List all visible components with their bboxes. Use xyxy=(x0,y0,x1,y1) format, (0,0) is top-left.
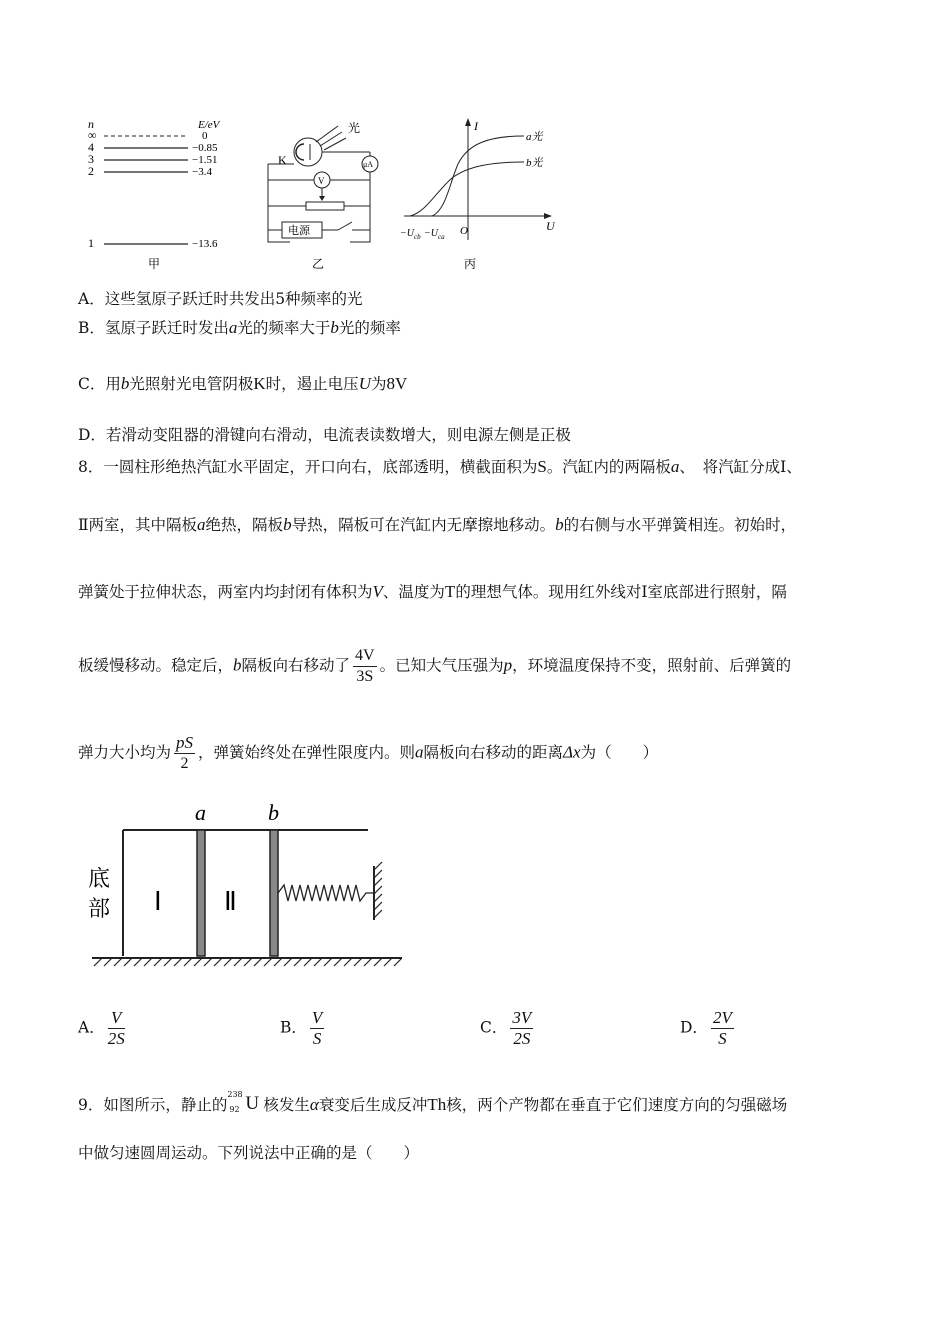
level-n-4: 4 xyxy=(88,140,94,154)
level-e-4: −0.85 xyxy=(192,142,218,154)
power-source-label: 电源 xyxy=(288,224,310,237)
fraction-4v-3s: $\frac{4V}{3S}$ xyxy=(355,647,375,685)
q8-option-a: A． $\frac{V}{2S}$ xyxy=(78,1008,125,1048)
q7-option-b: B．氢原子跃迁时发出a光的频率大于b光的频率 xyxy=(78,318,401,337)
q7-option-c: C．用b光照射光电管阴极K时，遏止电压U为8V xyxy=(78,374,408,393)
partition-b xyxy=(270,830,278,956)
uranium-nuclide: 238 92 U xyxy=(227,1090,260,1114)
level-e-3: −1.51 xyxy=(192,154,218,166)
bottom-label-1: 底 xyxy=(88,867,111,892)
cylinder-diagram xyxy=(80,798,410,973)
q7-option-a: A．这些氢原子跃迁时共发出5种频率的光 xyxy=(78,290,363,308)
partition-a xyxy=(197,830,205,956)
q8-option-c: C． $\frac{3V}{2S}$ xyxy=(480,1008,532,1048)
q8-line-2: Ⅱ两室，其中隔板a绝热，隔板b导热，隔板可在汽缸内无摩擦地移动。b的右侧与水平弹簧相连。初始时， xyxy=(78,515,797,534)
energy-level-diagram xyxy=(80,112,240,272)
q9-line-1: 9．如图所示，静止的 238 92 U 核发生α衰变后生成反冲Th核，两个产物都在垂直于它们速度方向的匀强磁场 xyxy=(78,1090,788,1114)
caption-bing: 丙 xyxy=(464,257,477,271)
energy-unit-label: E/eV xyxy=(198,119,220,131)
axis-label-u: U xyxy=(546,219,555,233)
q8-line-5: 弹力大小均为 $\frac{pS}{2}$ ，弹簧始终处在弹性限度内。则a隔板向右移动的距离Δx为（ ） xyxy=(78,733,659,772)
level-n-1: 1 xyxy=(88,236,94,250)
cathode-label: K xyxy=(278,153,287,167)
voltmeter-label: V xyxy=(318,176,325,186)
curve-a xyxy=(432,136,524,216)
caption-jia: 甲 xyxy=(148,257,161,271)
q8-option-d: D． $\frac{2V}{S}$ xyxy=(680,1008,732,1048)
chamber-1-label: Ⅰ xyxy=(154,887,162,916)
fraction-ps-2: $\frac{pS}{2}$ xyxy=(176,733,194,772)
phototube-icon xyxy=(294,138,322,166)
q9-line-2: 中做匀速圆周运动。下列说法中正确的是（ ） xyxy=(78,1144,420,1162)
q7-option-d: D．若滑动变阻器的滑键向右滑动，电流表读数增大，则电源左侧是正极 xyxy=(78,426,571,444)
wall-hatch-icon xyxy=(374,862,382,918)
iu-curve-graph xyxy=(396,112,566,272)
curve-b xyxy=(410,162,524,216)
chamber-2-label: Ⅱ xyxy=(224,887,237,916)
partition-a-label: a xyxy=(195,800,206,825)
level-e-2: −3.4 xyxy=(192,166,212,178)
ground-hatch-icon xyxy=(94,958,402,966)
ucb-label: $-U_{cb}$ xyxy=(400,228,421,241)
rheostat-icon xyxy=(306,202,344,210)
level-n-3: 3 xyxy=(88,152,94,166)
b-light-label: b光 xyxy=(526,157,543,169)
level-n-2: 2 xyxy=(88,164,94,178)
spring-icon xyxy=(278,885,374,901)
bottom-label-2: 部 xyxy=(88,897,111,922)
level-n-inf: ∞ xyxy=(88,128,97,142)
uca-label: $-U_{ca}$ xyxy=(424,228,445,241)
partition-b-label: b xyxy=(268,800,279,825)
level-e-1: −13.6 xyxy=(192,238,218,250)
q8-line-1: 8．一圆柱形绝热汽缸水平固定，开口向右，底部透明，横截面积为S。汽缸内的两隔板a、 将汽缸分成Ⅰ、 xyxy=(78,457,802,476)
n-label: n xyxy=(88,117,94,131)
photoelectric-circuit-diagram xyxy=(260,112,390,272)
q8-line-3: 弹簧处于拉伸状态，两室内均封闭有体积为V、温度为T的理想气体。现用红外线对Ⅰ室底部进行照射，隔 xyxy=(78,582,787,601)
axis-label-i: I xyxy=(474,119,478,133)
q8-option-b: B． $\frac{V}{S}$ xyxy=(280,1008,323,1048)
light-label: 光 xyxy=(348,121,361,135)
q8-line-4: 板缓慢移动。稳定后，b隔板向右移动了 $\frac{4V}{3S}$ 。已知大气压强为p，环境温度保持不变，照射前、后弹簧的 xyxy=(78,647,792,685)
caption-yi: 乙 xyxy=(312,257,325,271)
switch-icon xyxy=(338,222,352,230)
level-e-inf: 0 xyxy=(202,130,208,142)
origin-label: O xyxy=(460,225,468,237)
microammeter-label: μA xyxy=(363,160,374,169)
a-light-label: a光 xyxy=(526,131,543,143)
